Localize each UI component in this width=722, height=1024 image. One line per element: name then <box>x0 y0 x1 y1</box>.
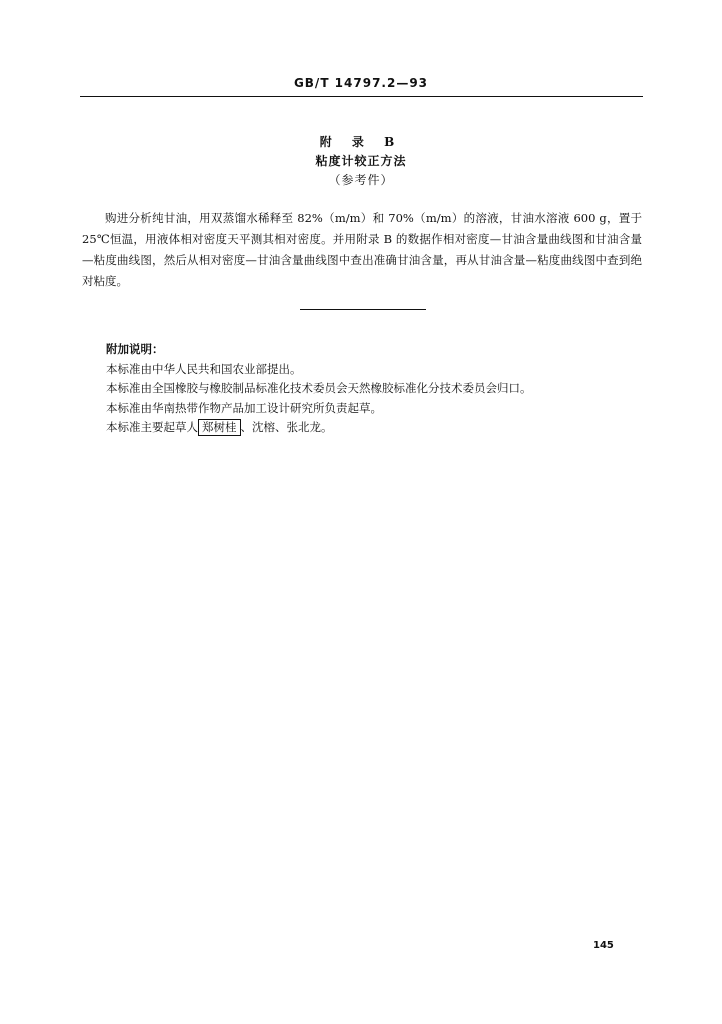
drafters-prefix: 本标准主要起草人 <box>106 420 198 434</box>
boxed-drafter-name: 郑树桂 <box>198 419 241 436</box>
appendix-note: （参考件） <box>328 173 394 187</box>
appendix-label: 附 录 B <box>319 135 403 149</box>
notes-line-administrator: 本标准由全国橡胶与橡胶制品标准化技术委员会天然橡胶标准化分技术委员会归口。 <box>106 381 532 395</box>
section-divider <box>300 309 426 310</box>
notes-heading: 附加说明： <box>106 342 164 356</box>
calibration-paragraph: 购进分析纯甘油，用双蒸馏水稀释至 82%（m/m）和 70%（m/m）的溶液，甘油水溶液 600 g，置于25℃恒温，用液体相对密度天平测其相对密度。并用附录 B 的数据作相对密度—甘油含量曲线图和甘油含量—粘度曲线图，然后从相对密度—甘油含量曲线图中查出准确甘油含量，再从甘油含量—粘度曲线图中查到绝对粘度。 <box>82 211 642 288</box>
page-number: 145 <box>593 940 614 951</box>
drafters-suffix: 、沈榕、张北龙。 <box>240 420 333 434</box>
notes-line-drafting-unit: 本标准由华南热带作物产品加工设计研究所负责起草。 <box>106 400 382 415</box>
standard-code: GB/T 14797.2—93 <box>293 76 429 90</box>
appendix-title: 粘度计较正方法 <box>315 154 407 168</box>
notes-line-proposer: 本标准由中华人民共和国农业部提出。 <box>106 361 302 376</box>
notes-line-drafters <box>106 418 626 438</box>
header-rule <box>80 96 643 97</box>
additional-notes <box>106 340 626 438</box>
